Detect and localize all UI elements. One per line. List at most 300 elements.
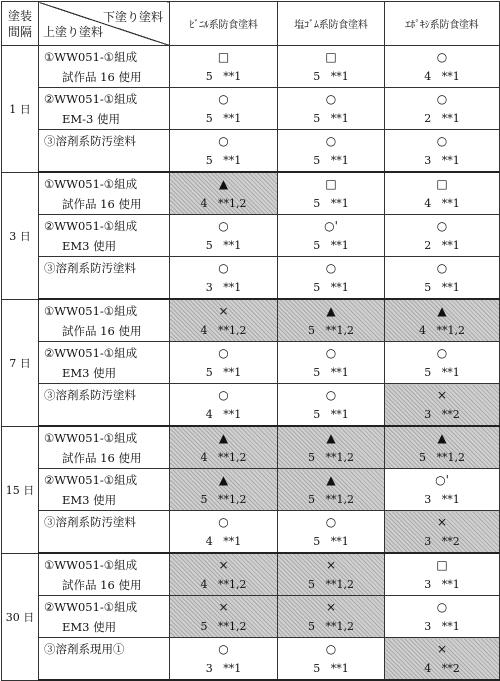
result-score-line [385, 151, 499, 171]
result-score: 5 [205, 238, 213, 252]
result-score-line [385, 109, 499, 129]
result-score-line [385, 363, 499, 383]
result-score-line [278, 363, 384, 383]
result-score: 3 [424, 577, 432, 591]
result-score-line [278, 151, 384, 171]
result-score-line [170, 194, 277, 214]
result-score: 4 [200, 323, 208, 337]
result-score: 5 [205, 153, 213, 167]
result-score-line [278, 109, 384, 129]
table-row [2, 342, 500, 384]
result-note: **1 [330, 238, 349, 252]
topcoat-name-cell [39, 342, 170, 384]
result-cell [170, 257, 278, 300]
result-cell [170, 46, 278, 88]
result-symbol: × [436, 641, 448, 656]
result-score: 3 [424, 492, 432, 506]
result-score: 5 [313, 238, 321, 252]
result-note: **1,2 [218, 492, 247, 506]
result-symbol: ▲ [326, 430, 336, 445]
result-note: **1 [441, 153, 460, 167]
topcoat-name: ②WW051-①組成 [44, 599, 138, 614]
topcoat-name-cell [39, 172, 170, 215]
result-cell [170, 384, 278, 427]
result-score: 5 [313, 196, 321, 210]
result-symbol: ○ [436, 345, 448, 360]
result-score-line [170, 532, 277, 552]
topcoat-name-cell [39, 511, 170, 554]
result-note: **1,2 [325, 619, 354, 633]
type-header-chlorinated-rubber: 塩ｺﾞﾑ系防食塗料 [278, 2, 385, 46]
result-symbol: ○' [324, 218, 338, 233]
result-symbol: □ [325, 176, 337, 191]
result-note: **2 [441, 407, 460, 421]
result-symbol: □ [436, 557, 448, 572]
result-score: 4 [424, 69, 432, 83]
result-score-line [278, 321, 384, 341]
result-score: 2 [424, 238, 432, 252]
result-cell [278, 342, 385, 384]
result-score: 5 [424, 280, 432, 294]
result-score-line [170, 617, 277, 637]
result-note: **1,2 [218, 577, 247, 591]
result-score: 4 [424, 661, 432, 675]
result-cell [385, 426, 500, 469]
type-header-epoxy: ｴﾎﾟｷｼ系防食塗料 [385, 2, 500, 46]
result-note: **1 [223, 661, 242, 675]
result-note: **1 [223, 238, 242, 252]
result-score-line [278, 194, 384, 214]
result-symbol: × [325, 557, 337, 572]
result-score-line [278, 405, 384, 425]
result-note: **1,2 [436, 323, 465, 337]
result-cell [278, 88, 385, 130]
interval-header [2, 2, 39, 46]
topcoat-name-cell [39, 469, 170, 511]
result-score-line [385, 659, 499, 679]
result-cell [278, 130, 385, 173]
type-header-vinyl: ﾋﾞﾆﾙ系防食塗料 [170, 2, 278, 46]
result-note: **1 [441, 238, 460, 252]
interval-day-cell: 30 日 [2, 553, 39, 680]
result-note: **1 [330, 407, 349, 421]
result-score-line [278, 490, 384, 510]
topcoat-detail [42, 532, 169, 552]
result-score: 4 [424, 196, 432, 210]
result-cell [385, 638, 500, 681]
result-symbol: □ [436, 176, 448, 191]
result-note: **1 [223, 365, 242, 379]
result-score-line [170, 448, 277, 468]
result-score: 5 [313, 280, 321, 294]
table-row [2, 46, 500, 88]
topcoat-name-cell [39, 299, 170, 342]
result-symbol: × [436, 514, 448, 529]
result-symbol: ○ [325, 260, 337, 275]
result-symbol: ○ [325, 641, 337, 656]
result-note: **1 [441, 619, 460, 633]
result-score-line [278, 67, 384, 87]
topcoat-name-cell [39, 553, 170, 596]
result-score-line [170, 236, 277, 256]
result-note: **1,2 [325, 450, 354, 464]
result-note: **1 [330, 153, 349, 167]
result-score: 3 [424, 534, 432, 548]
table-row [2, 426, 500, 469]
result-cell [278, 638, 385, 681]
result-symbol: ○ [436, 218, 448, 233]
coating-results-table [1, 1, 500, 681]
result-note: **1 [223, 280, 242, 294]
topcoat-detail: EM3 使用 [62, 238, 117, 253]
result-score: 5 [308, 450, 315, 464]
result-note: **1 [330, 111, 349, 125]
result-cell [170, 130, 278, 173]
table-row [2, 469, 500, 511]
topcoat-name-cell [39, 46, 170, 88]
result-cell [385, 511, 500, 554]
topcoat-name-cell [39, 596, 170, 638]
topcoat-detail [42, 659, 169, 679]
result-symbol: ○ [325, 514, 337, 529]
result-score-line [385, 575, 499, 595]
result-note: **1 [223, 153, 242, 167]
result-score: 5 [313, 407, 321, 421]
result-score: 5 [205, 69, 213, 83]
result-symbol: ○ [436, 260, 448, 275]
result-cell [278, 469, 385, 511]
topcoat-name: ①WW051-①組成 [44, 49, 138, 64]
result-score: 5 [313, 111, 321, 125]
result-symbol: × [218, 557, 229, 572]
result-note: **1 [223, 407, 242, 421]
interval-header-line2: 間隔 [7, 24, 32, 39]
result-score-line [278, 278, 384, 298]
result-cell [170, 342, 278, 384]
result-note: **1 [330, 196, 349, 210]
result-symbol: ○ [325, 91, 337, 106]
table-row [2, 172, 500, 215]
result-score-line [385, 278, 499, 298]
result-cell [385, 342, 500, 384]
topcoat-name-cell [39, 257, 170, 300]
result-cell [278, 257, 385, 300]
result-note: **2 [441, 661, 460, 675]
result-note: **1 [330, 69, 349, 83]
result-score: 5 [308, 577, 315, 591]
topcoat-name: ①WW051-①組成 [44, 557, 138, 572]
topcoat-detail: 試作品 16 使用 [62, 577, 142, 592]
result-symbol: ○ [436, 599, 448, 614]
result-score-line [278, 448, 384, 468]
result-cell [170, 172, 278, 215]
result-note: **1 [441, 577, 460, 591]
result-score-line [385, 490, 499, 510]
result-cell [170, 215, 278, 257]
result-symbol: ▲ [326, 303, 336, 318]
result-note: **1 [441, 492, 460, 506]
result-cell [170, 426, 278, 469]
result-score: 4 [200, 196, 208, 210]
result-cell [170, 88, 278, 130]
result-cell [385, 553, 500, 596]
topcoat-name-cell [39, 426, 170, 469]
result-score: 5 [424, 365, 432, 379]
result-symbol: × [218, 303, 229, 318]
result-score: 4 [419, 323, 426, 337]
topcoat-detail: 試作品 16 使用 [62, 450, 142, 465]
result-note: **1 [441, 365, 460, 379]
topcoat-detail: EM3 使用 [62, 365, 117, 380]
result-cell [170, 299, 278, 342]
result-symbol: ▲ [218, 472, 229, 487]
result-score: 3 [205, 661, 213, 675]
result-score-line [385, 67, 499, 87]
result-score: 2 [424, 111, 432, 125]
table-row [2, 215, 500, 257]
result-symbol: ○ [218, 514, 229, 529]
result-score: 5 [205, 111, 213, 125]
result-score: 5 [308, 492, 315, 506]
result-cell [170, 511, 278, 554]
topcoat-detail [42, 405, 169, 425]
topcoat-name: ③溶剤系防汚塗料 [44, 133, 136, 148]
result-cell [385, 384, 500, 427]
result-score: 5 [313, 153, 321, 167]
topcoat-name-cell [39, 130, 170, 173]
result-note: **1 [330, 365, 349, 379]
result-score-line [170, 575, 277, 595]
topcoat-name: ②WW051-①組成 [44, 345, 138, 360]
result-symbol: ○' [435, 472, 449, 487]
result-cell [278, 299, 385, 342]
result-score-line [170, 363, 277, 383]
result-note: **1,2 [325, 492, 354, 506]
topcoat-detail [42, 278, 169, 298]
result-note: **1 [330, 280, 349, 294]
topcoat-detail: 試作品 16 使用 [62, 196, 142, 211]
result-symbol: ○ [218, 218, 229, 233]
result-cell [278, 384, 385, 427]
interval-header-line1: 塗装 [7, 8, 32, 23]
result-score: 5 [313, 69, 321, 83]
table-row [2, 130, 500, 173]
result-symbol: ▲ [326, 472, 336, 487]
topcoat-name: ①WW051-①組成 [44, 176, 138, 191]
result-symbol: ○ [218, 345, 229, 360]
result-cell [170, 553, 278, 596]
result-cell [170, 469, 278, 511]
result-note: **1 [441, 111, 460, 125]
result-symbol: ○ [218, 260, 229, 275]
result-score-line [170, 151, 277, 171]
interval-day-cell: 3 日 [2, 172, 39, 299]
result-score: 3 [205, 280, 213, 294]
table-row [2, 384, 500, 427]
topcoat-name: ③溶剤系現用① [44, 641, 125, 656]
result-cell [385, 172, 500, 215]
result-cell [385, 299, 500, 342]
result-cell [278, 215, 385, 257]
topcoat-name-cell [39, 638, 170, 681]
topcoat-detail: 試作品 16 使用 [62, 323, 142, 338]
topcoat-name: ③溶剤系防汚塗料 [44, 387, 136, 402]
result-score-line [170, 109, 277, 129]
result-score: 5 [313, 534, 321, 548]
result-note: **2 [441, 534, 460, 548]
topcoat-name: ①WW051-①組成 [44, 303, 138, 318]
table-row [2, 638, 500, 681]
table-body [2, 2, 500, 681]
result-note: **1 [441, 69, 460, 83]
topcoat-name: ③溶剤系防汚塗料 [44, 260, 136, 275]
result-cell [278, 596, 385, 638]
topcoat-name: ③溶剤系防汚塗料 [44, 514, 136, 529]
result-score: 3 [424, 153, 432, 167]
result-score-line [385, 194, 499, 214]
result-note: **1,2 [218, 196, 247, 210]
result-note: **1,2 [218, 323, 247, 337]
result-symbol: ▲ [437, 303, 447, 318]
header-row [2, 2, 500, 46]
result-symbol: ▲ [218, 430, 229, 445]
result-score-line [170, 321, 277, 341]
result-cell [385, 215, 500, 257]
topcoat-name-cell [39, 215, 170, 257]
result-symbol: × [218, 599, 229, 614]
table-row [2, 596, 500, 638]
result-score-line [170, 67, 277, 87]
result-symbol: ○ [436, 49, 448, 64]
result-cell [278, 46, 385, 88]
result-cell [385, 469, 500, 511]
result-score: 3 [424, 619, 432, 633]
result-note: **1,2 [218, 619, 247, 633]
result-symbol: × [436, 387, 448, 402]
result-symbol: ▲ [218, 176, 229, 191]
result-cell [278, 553, 385, 596]
result-score-line [385, 321, 499, 341]
result-cell [278, 511, 385, 554]
result-note: **1,2 [218, 450, 247, 464]
topcoat-detail: 試作品 16 使用 [62, 69, 142, 84]
result-cell [170, 638, 278, 681]
result-cell [385, 596, 500, 638]
topcoat-name: ②WW051-①組成 [44, 91, 138, 106]
result-score-line [170, 405, 277, 425]
result-score-line [385, 532, 499, 552]
topcoat-name: ①WW051-①組成 [44, 430, 138, 445]
result-score-line [170, 278, 277, 298]
result-symbol: ○ [436, 133, 448, 148]
result-score: 3 [424, 407, 432, 421]
result-symbol: ○ [325, 133, 337, 148]
topcoat-detail [42, 151, 169, 171]
result-score: 5 [205, 365, 213, 379]
result-score: 5 [200, 619, 208, 633]
result-note: **1 [441, 280, 460, 294]
topcoat-detail: EM3 使用 [62, 619, 117, 634]
result-score: 5 [200, 492, 208, 506]
result-cell [278, 426, 385, 469]
result-symbol: × [325, 599, 337, 614]
table-row [2, 88, 500, 130]
result-cell [385, 88, 500, 130]
topcoat-detail: EM-3 使用 [62, 111, 121, 126]
result-score-line [385, 236, 499, 256]
result-score-line [385, 405, 499, 425]
result-score: 4 [200, 577, 208, 591]
result-note: **1 [330, 534, 349, 548]
table-row [2, 257, 500, 300]
result-symbol: ○ [218, 133, 229, 148]
result-note: **1 [223, 534, 242, 548]
result-score-line [385, 617, 499, 637]
result-score: 5 [419, 450, 426, 464]
result-note: **1 [441, 196, 460, 210]
result-cell [170, 596, 278, 638]
topcoat-name-cell [39, 88, 170, 130]
result-score: 4 [205, 407, 213, 421]
result-score-line [278, 236, 384, 256]
result-symbol: □ [217, 49, 230, 64]
result-score-line [278, 659, 384, 679]
result-score-line [170, 659, 277, 679]
result-score: 5 [313, 365, 321, 379]
interval-day-cell: 1 日 [2, 46, 39, 173]
interval-day-cell: 15 日 [2, 426, 39, 553]
interval-day-cell: 7 日 [2, 299, 39, 426]
result-score: 5 [308, 619, 315, 633]
result-note: **1 [330, 661, 349, 675]
topcoat-name: ②WW051-①組成 [44, 472, 138, 487]
result-cell [278, 172, 385, 215]
result-score-line [278, 575, 384, 595]
result-symbol: ○ [436, 91, 448, 106]
result-score-line [278, 617, 384, 637]
result-score-line [278, 532, 384, 552]
result-symbol: ○ [325, 345, 337, 360]
result-cell [385, 257, 500, 300]
result-note: **1,2 [436, 450, 465, 464]
result-score-line [385, 448, 499, 468]
result-score: 4 [200, 450, 208, 464]
result-note: **1 [223, 111, 242, 125]
result-score: 5 [308, 323, 315, 337]
topcoat-header: 上塗り塗料 [43, 25, 104, 39]
result-cell [385, 130, 500, 173]
result-note: **1,2 [325, 577, 354, 591]
result-cell [385, 46, 500, 88]
result-symbol: □ [325, 49, 337, 64]
result-symbol: ○ [325, 387, 337, 402]
result-note: **1,2 [325, 323, 354, 337]
result-score: 5 [313, 661, 321, 675]
paint-header [39, 2, 170, 46]
result-symbol: ▲ [437, 430, 447, 445]
topcoat-name-cell [39, 384, 170, 427]
topcoat-detail: EM3 使用 [62, 492, 117, 507]
table-row [2, 553, 500, 596]
result-symbol: ○ [218, 91, 229, 106]
table-row [2, 299, 500, 342]
result-symbol: ○ [218, 387, 229, 402]
result-symbol: ○ [218, 641, 229, 656]
result-note: **1 [223, 69, 242, 83]
table-row [2, 511, 500, 554]
result-score: 4 [205, 534, 213, 548]
result-score-line [170, 490, 277, 510]
